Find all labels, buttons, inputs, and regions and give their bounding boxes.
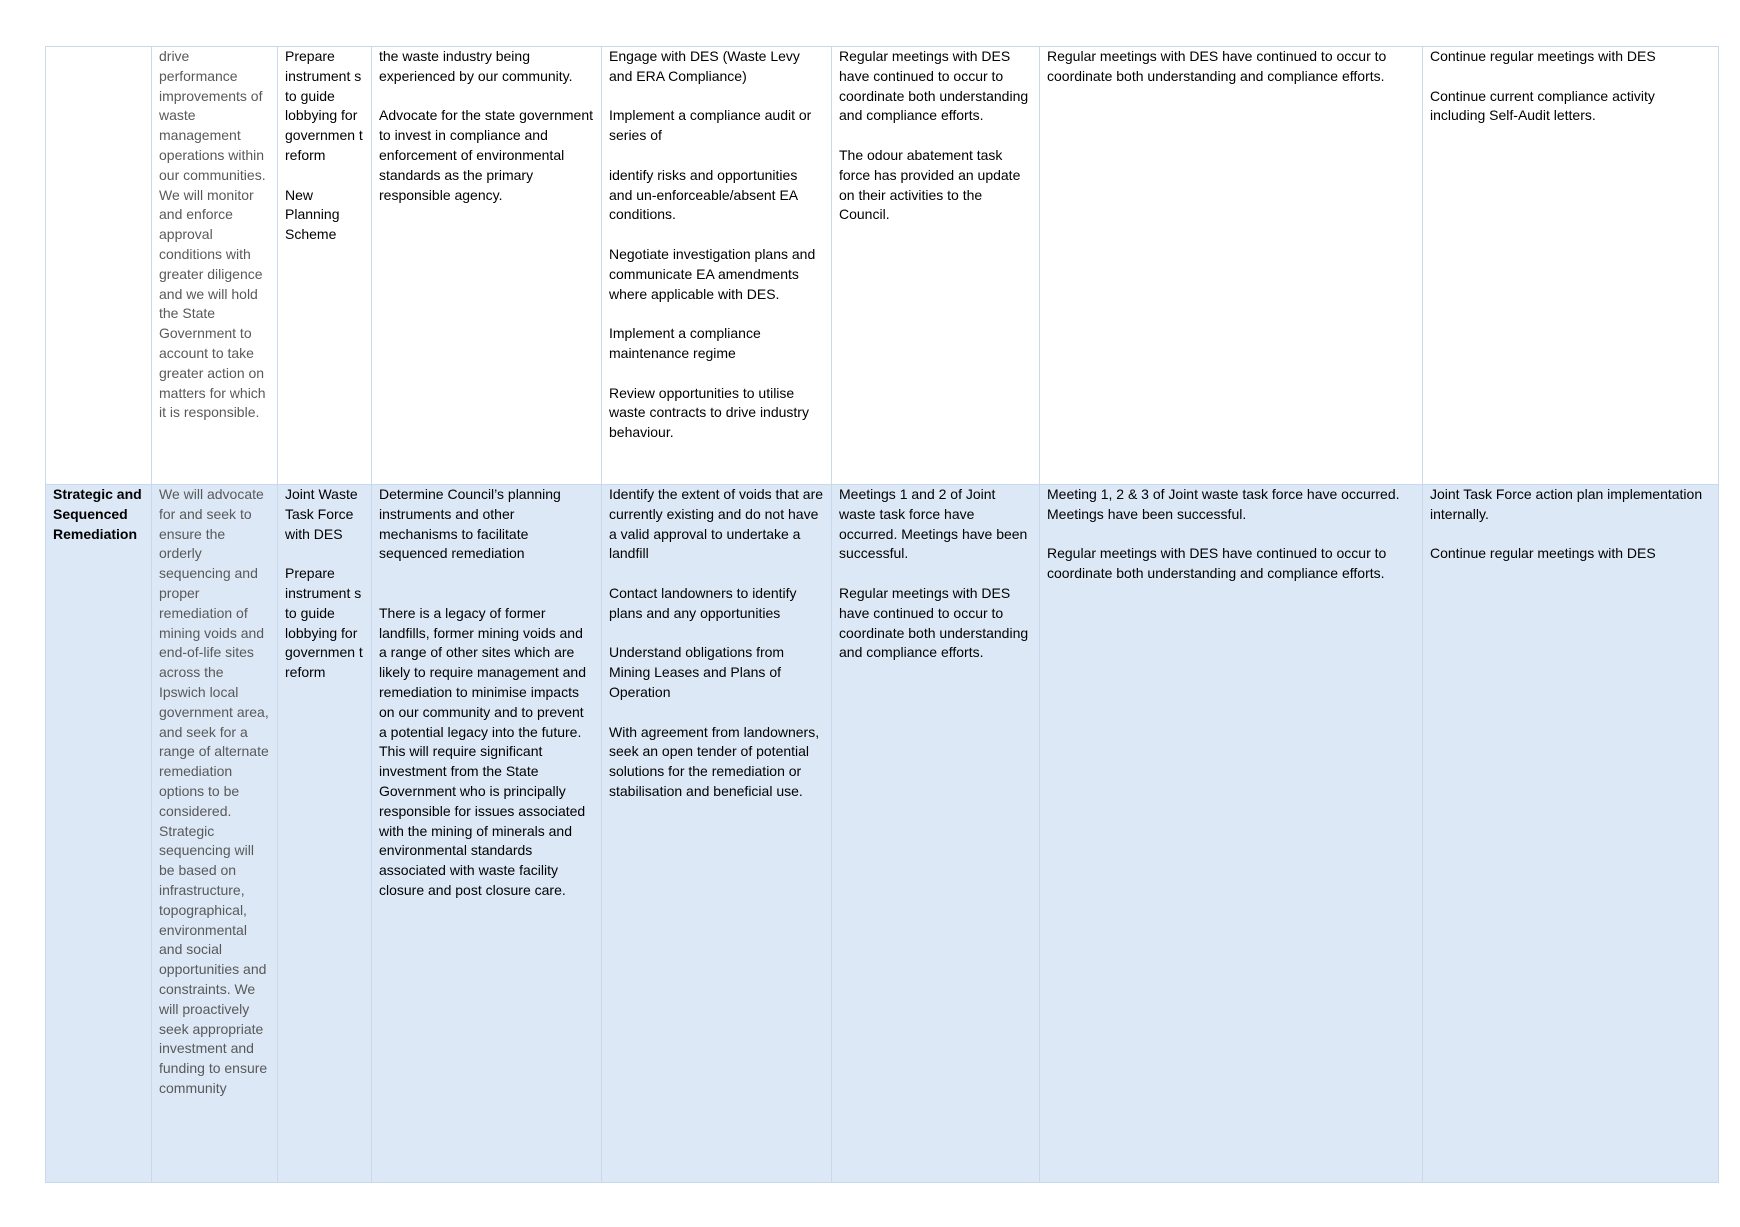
instruments-cell: Prepare instrument s to guide lobbying for governmen t reform New Planning Scheme [278, 47, 372, 485]
actions-cell: Engage with DES (Waste Levy and ERA Compliance) Implement a compliance audit or series of identify risks and opportunities and un-enforceable/absent EA conditions. Negotiate investigation plans and communicate EA amendments where applicable with DES. Implement a compliance maintenance regime Review opportunities to utilise waste contracts to drive industry behaviour. [602, 47, 832, 485]
row-heading-cell: Strategic and Sequenced Remediation [46, 485, 152, 1183]
table-row [46, 485, 1719, 1183]
actions-cell: Identify the extent of voids that are currently existing and do not have a valid approval to undertake a landfill Contact landowners to identify plans and any opportunities Understand obligations from Mining Leases and Plans of Operation With agreement from landowners, seek an open tender of potential solutions for the remediation or stabilisation and beneficial use. [602, 485, 832, 1183]
progress-cell-2: Regular meetings with DES have continued to occur to coordinate both understanding and compliance efforts. [1040, 47, 1423, 485]
progress-cell-1: Regular meetings with DES have continued to occur to coordinate both understanding and compliance efforts. The odour abatement task force has provided an update on their activities to the Council. [832, 47, 1040, 485]
intent-cell: We will advocate for and seek to ensure the orderly sequencing and proper remediation of mining voids and end-of-life sites across the Ipswich local government area, and seek for a range of alternate remediation options to be considered. Strategic sequencing will be based on infrastructure, topographical, environmental and social opportunities and constraints. We will proactively seek appropriate investment and funding to ensure community [152, 485, 278, 1183]
row-heading-cell [46, 47, 152, 485]
intent-cell: drive performance improvements of waste management operations within our communities. We will monitor and enforce approval conditions with greater diligence and we will hold the State Government to account to take greater action on matters for which it is responsible. [152, 47, 278, 485]
table-row [46, 47, 1719, 485]
next-steps-cell: Continue regular meetings with DES Continue current compliance activity including Self-Audit letters. [1423, 47, 1719, 485]
progress-cell-2: Meeting 1, 2 & 3 of Joint waste task force have occurred. Meetings have been successful. Regular meetings with DES have continued to occur to coordinate both understanding and compliance efforts. [1040, 485, 1423, 1183]
progress-cell-1: Meetings 1 and 2 of Joint waste task force have occurred. Meetings have been successful. Regular meetings with DES have continued to occur to coordinate both understanding and compliance efforts. [832, 485, 1040, 1183]
instruments-cell: Joint Waste Task Force with DES Prepare instrument s to guide lobbying for governmen t reform [278, 485, 372, 1183]
context-cell: the waste industry being experienced by our community. Advocate for the state government to invest in compliance and enforcement of environmental standards as the primary responsible agency. [372, 47, 602, 485]
next-steps-cell: Joint Task Force action plan implementation internally. Continue regular meetings with DES [1423, 485, 1719, 1183]
context-cell: Determine Council’s planning instruments and other mechanisms to facilitate sequenced remediation There is a legacy of former landfills, former mining voids and a range of other sites which are likely to require management and remediation to minimise impacts on our community and to prevent a potential legacy into the future. This will require significant investment from the State Government who is principally responsible for issues associated with the mining of minerals and environmental standards associated with waste facility closure and post closure care. [372, 485, 602, 1183]
strategy-action-table [45, 46, 1719, 1183]
